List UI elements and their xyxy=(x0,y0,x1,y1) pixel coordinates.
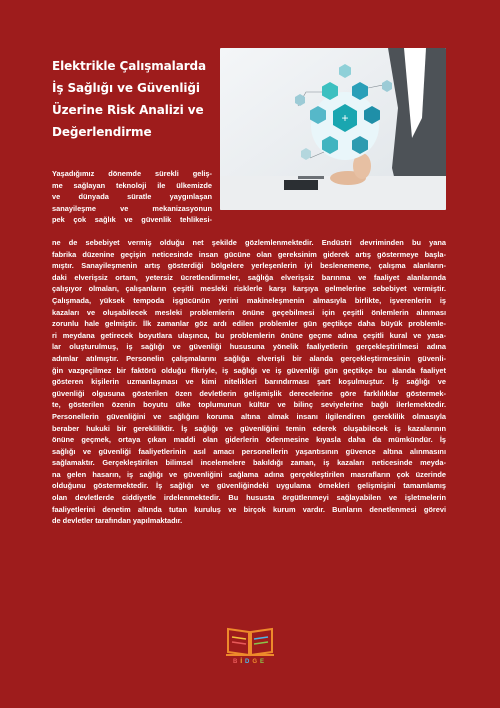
body-line: fabrika düzenine geçişin neticesinde insan gücüne olan gereksinim giderek artış göstermeye başla- xyxy=(52,249,446,259)
body-line: daki elverişsiz ortam, yetersiz ücretlendirmeler, sağlığa elverişsiz barınma ve faaliyet alanlarında xyxy=(52,272,446,282)
body-line: ri meydana getirecek boyutlara ulaşınca, bu problemlerin önüne geçme adına çeşitli kural ve yasa- xyxy=(52,330,446,340)
body-paragraph xyxy=(52,237,446,527)
book-title xyxy=(52,55,212,143)
svg-text:+: + xyxy=(341,111,349,125)
body-line: lar oluşturulmuş, iş sağlığı ve güvenliği hususuna yönelik faaliyetlerin gerçekleştirilmesi adına xyxy=(52,342,446,352)
body-line: te, gösterilen özenin boyutu ülke toplumunun kültür ve bilinç seviyelerine bağlı ilerlemektedir. xyxy=(52,400,446,410)
body-line: Personellerin güvenliğini ve sağlığını koruma altına almak insanı ilgilendiren gereklilik olmasıyla xyxy=(52,411,446,421)
body-line: gösteren kişilerin uzmanlaşması ve kimi nitelikleri barındırması şart koşulmuştur. İş sağlığı ve xyxy=(52,377,446,387)
publisher-logo xyxy=(222,623,278,669)
logo-letter: D xyxy=(244,659,253,665)
body-line: faaliyetlerini denetim altında tutan kuruluş ve birçok kurum vardır. Bunların denetlenmesi görevi xyxy=(52,504,446,514)
intro-line: pek çok sağlık ve güvenlik tehlikesi- xyxy=(52,215,212,225)
body-line: güvenliği olgusuna gösterilen özen devletlerin gelişmişlik derecelerine göre farklılıklar göstermek- xyxy=(52,388,446,398)
body-line: sağlığı ve güvenliği faaliyetlerinin asıl amacı personellerin yaşantısının güvence altına alınmasını xyxy=(52,446,446,456)
body-line: adımlar atılmıştır. Personelin çalışmalarını sağlığa elverişli bir alanda gerçekleştirmesinin güvenli- xyxy=(52,353,446,363)
body-line: ğin vazgeçilmez bir faktörü olduğu fikriyle, iş sağlığı ve iş güvenliği gün geçtikçe bu alanda faaliyet xyxy=(52,365,446,375)
body-line: zorunlu hale gelmiştir. İlk zamanlar göz ardı edilen problemler gün geçtikçe daha büyük problemle- xyxy=(52,319,446,329)
body-line: çalışıyor olmaları, çalışanların çeşitli mesleki risklerle karşı karşıya gelmelerine sebebiyet vermiştir. xyxy=(52,284,446,294)
title-line: Değerlendirme xyxy=(52,125,152,139)
logo-letter: B xyxy=(232,659,241,665)
intro-line: me sağlayan teknoloji ile ülkemizde xyxy=(52,180,212,190)
body-line: Çalışmada, yüksek tempoda işgücünün yerini makineleşmenin almasıyla birlikte, işverenlerin iş xyxy=(52,295,446,305)
body-line: kazaları ve oluşabilecek mesleki problemlerin önüne geçebilmesi için çeşitli önlemlerin alınması xyxy=(52,307,446,317)
health-safety-icons-illustration xyxy=(220,48,446,210)
intro-line: ve dünyada süratle yaygınlaşan xyxy=(52,192,212,202)
logo-letter: İ xyxy=(240,659,245,665)
body-line: sağlamaktır. Gerçekleştirilen bilimsel incelemelere bakıldığı zaman, iş kazaları neticesinde meyda- xyxy=(52,458,446,468)
cover-photo xyxy=(220,48,446,210)
body-line: ne de sebebiyet vermiş olduğu net şekilde gözlemlenmektedir. Endüstri devriminden bu yana xyxy=(52,238,446,247)
publisher-name xyxy=(222,659,278,665)
title-line: İş Sağlığı ve Güvenliği xyxy=(52,81,200,95)
body-line: olduğunu göstermektedir. İş sağlığı ve güvenliğindeki uygulama örnekleri gelişmişini tamamlamış xyxy=(52,481,446,491)
body-line: önüne geçmek, ortaya çıkan maddi olan giderlerin ödenmesine kıyasla daha da mümkündür. İş xyxy=(52,435,446,445)
title-line: Elektrikle Çalışmalarda xyxy=(52,59,206,73)
body-line: beraber hukuki bir gerekliliktir. İş sağlığı ve güvenliğini temin ederek oluşabilecek iş kazalarının xyxy=(52,423,446,433)
title-line: Üzerine Risk Analizi ve xyxy=(52,103,204,117)
body-line: de devletler tarafından yapılmaktadır. xyxy=(52,516,183,526)
body-line: olan devletlerde ciddiyetle irdelenmektedir. Bu hususta örgütlenmeyi sağlayabilen ve işletmelerin xyxy=(52,493,446,503)
logo-letter: G xyxy=(252,659,260,665)
body-line: mıştır. Sanayileşmenin artış gösterdiği bölgelere yerleşenlerin iyi beslenememe, çalışma alanların- xyxy=(52,261,446,271)
logo-letter: E xyxy=(260,659,268,665)
open-book-icon xyxy=(222,623,278,659)
intro-paragraph xyxy=(52,168,212,226)
body-line: na gelen hasarın, iş sağlığı ve güvenliğini sağlama adına gerçekleştirilen masrafların çok üzerinde xyxy=(52,469,446,479)
intro-line: Yaşadığımız dönemde sürekli geliş- xyxy=(52,169,212,178)
intro-line: sanayileşme ve mekanizasyonun xyxy=(52,203,212,213)
